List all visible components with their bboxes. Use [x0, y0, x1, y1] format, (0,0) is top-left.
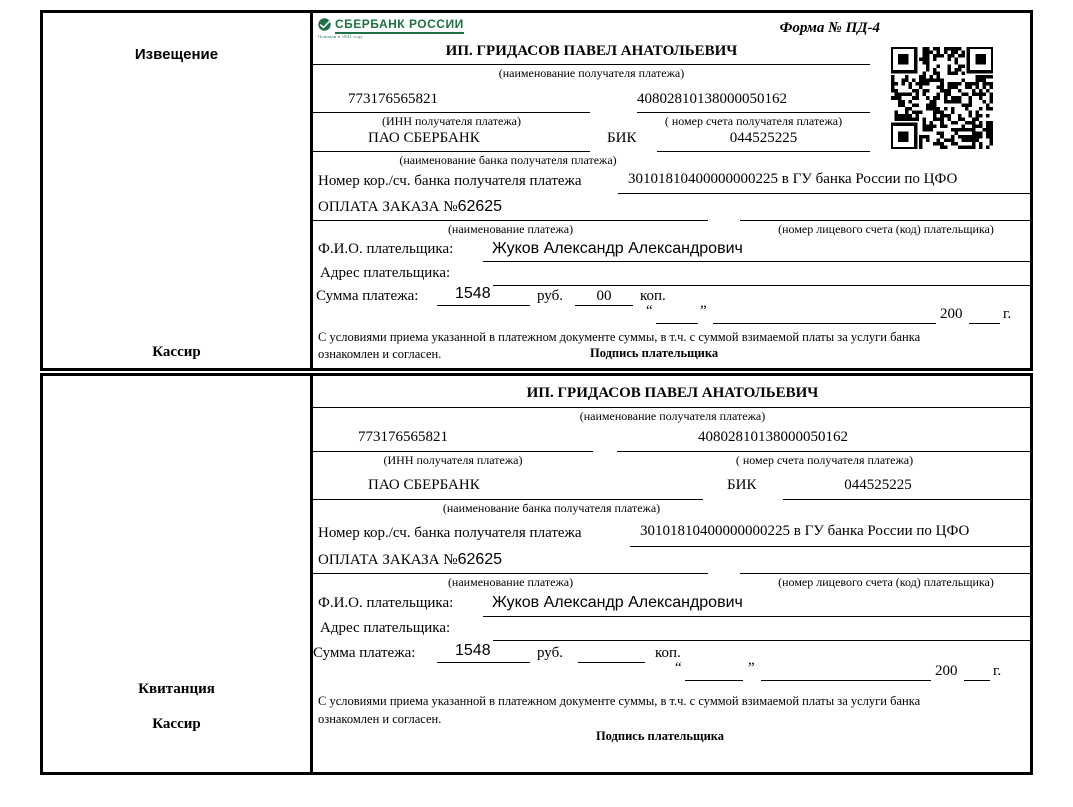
notice-sum-label: Сумма платежа: [316, 288, 419, 304]
field-underline [578, 662, 645, 663]
notice-fio-label: Ф.И.О. плательщика: [318, 241, 454, 257]
notice-agreement-line1: С условиями приема указанной в платежном документе суммы, в т.ч. с суммой взимаемой платы за услуги банка [318, 330, 921, 344]
field-underline [761, 680, 931, 681]
field-underline [656, 323, 698, 324]
receipt-section-border [40, 373, 1033, 775]
sberbank-logo [318, 15, 464, 39]
notice-payment-caption: (наименование платежа) [447, 222, 574, 236]
field-underline [575, 305, 633, 306]
field-underline [313, 151, 590, 152]
field-underline [313, 451, 593, 452]
sberbank-logo-icon [318, 18, 331, 31]
notice-account-value: 40802810138000050162 [637, 91, 787, 107]
field-underline [657, 151, 870, 152]
notice-section-title: Извещение [134, 46, 219, 63]
notice-signature-label: Подпись плательщика [590, 346, 719, 360]
receipt-quote-close: ” [748, 660, 755, 676]
receipt-payee-caption: (наименование получателя платежа) [579, 409, 766, 423]
notice-payee-caption: (наименование получателя платежа) [498, 66, 685, 80]
receipt-corr-label: Номер кор./сч. банка получателя платежа [318, 525, 582, 541]
field-underline [740, 220, 1032, 221]
receipt-column-divider [310, 373, 313, 775]
field-underline [493, 285, 1032, 286]
receipt-signature-label: Подпись плательщика [595, 729, 725, 743]
field-underline [437, 662, 530, 663]
field-underline [493, 640, 1032, 641]
receipt-year-prefix: 200 [935, 663, 958, 679]
field-underline [618, 193, 1032, 194]
field-underline [617, 451, 1032, 452]
order-number: 62625 [457, 198, 503, 215]
receipt-section-title: Квитанция [138, 681, 215, 697]
notice-bik-value: 044525225 [729, 130, 798, 146]
field-underline [313, 64, 870, 65]
notice-corr-label: Номер кор./сч. банка получателя платежа [318, 173, 582, 189]
receipt-bik-value: 044525225 [844, 477, 912, 493]
receipt-rub-label: руб. [537, 645, 563, 661]
receipt-inn-caption: (ИНН получателя платежа) [383, 453, 523, 467]
receipt-payment-name [318, 551, 502, 569]
field-underline [483, 261, 1032, 262]
receipt-bank-caption: (наименование банка получателя платежа) [442, 501, 661, 515]
notice-payment-name [318, 198, 502, 216]
notice-quote-close: ” [700, 303, 707, 319]
receipt-agreement-line2: ознакомлен и согласен. [318, 712, 442, 726]
notice-rub-label: руб. [537, 288, 563, 304]
notice-cashier-label: Кассир [152, 344, 201, 360]
notice-amount-kop: 00 [596, 288, 612, 304]
field-underline [483, 616, 1032, 617]
notice-account-caption: ( номер счета получателя платежа) [664, 114, 843, 128]
receipt-quote-open: “ [675, 660, 682, 676]
notice-bank-value: ПАО СБЕРБАНК [368, 130, 480, 146]
notice-bank-caption: (наименование банка получателя платежа) [399, 153, 617, 167]
receipt-account-caption: ( номер счета получателя платежа) [735, 453, 914, 467]
order-number: 62625 [457, 551, 503, 568]
notice-year-prefix: 200 [940, 306, 963, 322]
receipt-kop-label: коп. [655, 645, 681, 661]
receipt-bank-value: ПАО СБЕРБАНК [368, 477, 480, 493]
field-underline [713, 323, 936, 324]
receipt-fio-value: Жуков Александр Александрович [492, 594, 743, 611]
notice-payee-name: ИП. ГРИДАСОВ ПАВЕЛ АНАТОЛЬЕВИЧ [445, 43, 738, 59]
notice-fio-value: Жуков Александр Александрович [492, 240, 743, 257]
sberbank-brand-tagline: Основан в 1841 году [318, 34, 363, 39]
field-underline [437, 305, 530, 306]
receipt-year-suffix: г. [993, 663, 1002, 679]
qr-code [891, 47, 993, 149]
notice-kop-label: коп. [640, 288, 666, 304]
receipt-address-label: Адрес плательщика: [320, 620, 451, 636]
notice-amount-rub: 1548 [455, 285, 491, 302]
notice-address-label: Адрес плательщика: [320, 265, 451, 281]
notice-personal-account-caption: (номер лицевого счета (код) плательщика) [778, 222, 994, 236]
field-underline [630, 546, 1032, 547]
field-underline [685, 680, 743, 681]
notice-quote-open: “ [646, 303, 653, 319]
field-underline [637, 112, 870, 113]
notice-inn-caption: (ИНН получателя платежа) [382, 114, 521, 128]
receipt-amount-rub: 1548 [455, 642, 491, 659]
receipt-fio-label: Ф.И.О. плательщика: [318, 595, 454, 611]
payment-name-prefix: ОПЛАТА ЗАКАЗА № [318, 199, 458, 215]
receipt-payee-name: ИП. ГРИДАСОВ ПАВЕЛ АНАТОЛЬЕВИЧ [526, 385, 819, 401]
field-underline [313, 407, 1032, 408]
payment-name-prefix: ОПЛАТА ЗАКАЗА № [318, 552, 458, 568]
field-underline [783, 499, 1032, 500]
notice-inn-value: 773176565821 [348, 91, 438, 107]
field-underline [313, 220, 708, 221]
field-underline [313, 499, 703, 500]
receipt-cashier-label: Кассир [152, 716, 201, 732]
form-number: Форма № ПД-4 [779, 20, 880, 36]
field-underline [964, 680, 990, 681]
notice-agreement-line2: ознакомлен и согласен. [318, 347, 442, 361]
receipt-corr-value: 30101810400000000225 в ГУ банка России по ЦФО [640, 523, 970, 539]
receipt-agreement-line1: С условиями приема указанной в платежном документе суммы, в т.ч. с суммой взимаемой платы за услуги банка [318, 694, 921, 708]
notice-bik-label: БИК [607, 130, 637, 146]
receipt-payment-caption: (наименование платежа) [447, 575, 574, 589]
receipt-account-value: 40802810138000050162 [698, 429, 848, 445]
sberbank-brand-name: СБЕРБАНК РОССИИ [335, 17, 464, 34]
notice-year-suffix: г. [1003, 306, 1012, 322]
field-underline [313, 112, 590, 113]
field-underline [969, 323, 1000, 324]
field-underline [313, 573, 708, 574]
receipt-inn-value: 773176565821 [358, 429, 448, 445]
receipt-sum-label: Сумма платежа: [313, 645, 416, 661]
notice-corr-value: 30101810400000000225 в ГУ банка России по ЦФО [628, 171, 958, 187]
receipt-personal-account-caption: (номер лицевого счета (код) плательщика) [778, 575, 994, 589]
field-underline [740, 573, 1032, 574]
receipt-bik-label: БИК [727, 477, 757, 493]
